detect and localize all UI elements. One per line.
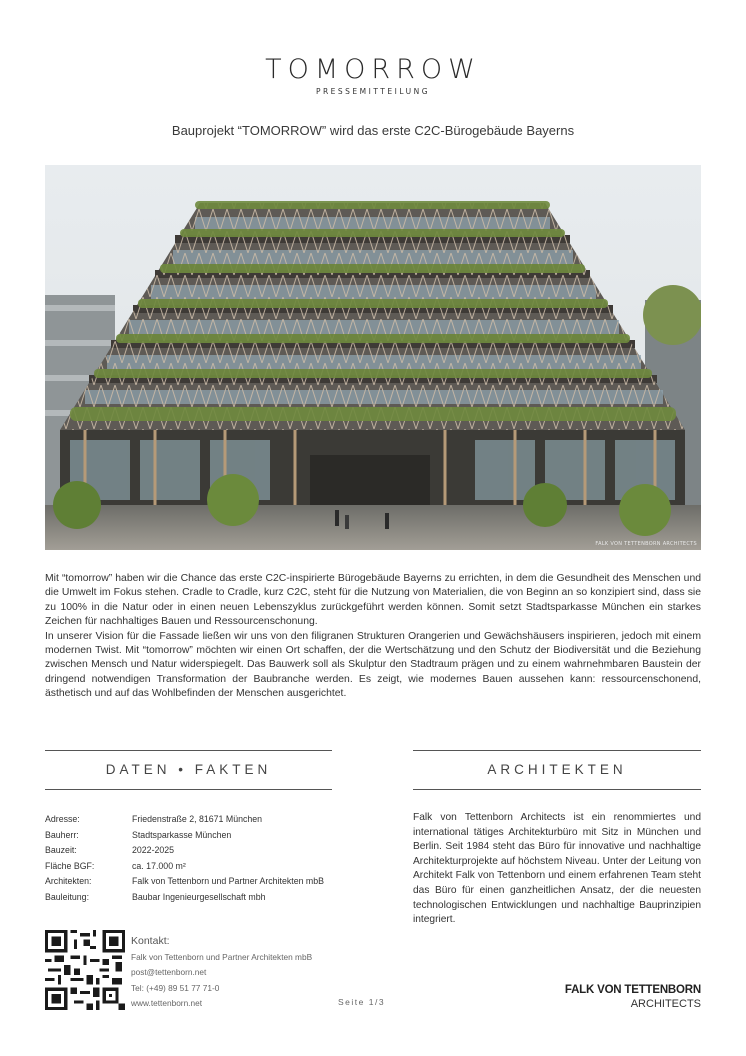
brand-tagline: ARCHITECTS (630, 998, 701, 1010)
logo-title: TOMORROW (265, 54, 481, 85)
divider (45, 789, 332, 790)
facts-table (45, 812, 324, 905)
contact-website[interactable]: www.tettenborn.net (131, 998, 203, 1009)
fact-key: Adresse: (45, 814, 80, 824)
fact-key: Bauherr: (45, 829, 79, 840)
fact-value: 2022-2025 (132, 845, 175, 855)
fact-key: Architekten: (45, 876, 92, 886)
fact-value: ca. 17.000 m² (132, 860, 186, 871)
fact-value: Falk von Tettenborn und Partner Architekten mbB (132, 876, 325, 886)
contact-company: Falk von Tettenborn und Partner Architekten mbB (131, 951, 313, 962)
fact-key: Bauzeit: (45, 845, 77, 855)
paragraph: In unserer Vision für die Fassade ließen wir uns von den filigranen Strukturen Orangerien und Gewächshäusers inspirieren, jedoch mit einem modernen Twist. Mit “tomorrow” möchten wir einen Ort schaffen, der die Wertschätzung und den Schutz der Biodiversität und die Beziehung zwischen Mensch und Natur widerspiegelt. Das Bauwerk soll als Skulptur den Stadtraum prägen und zu einem wahrnehmbaren Baustein der dringend notwendigen Transformation der Baubranche werden. Es zeigt, wie modernes Bauen aussehen kann: ressourcenschonend, ästhetisch und auf das Wohlbefinden der Menschen ausgerichtet. (45, 630, 701, 700)
fact-key: Fläche BGF: (45, 860, 95, 871)
fact-value: Friedenstraße 2, 81671 München (132, 814, 263, 824)
contact-block (131, 934, 312, 1012)
fact-value: Baubar Ingenieurgesellschaft mbh (132, 891, 266, 902)
facts-row (45, 890, 324, 906)
architects-text: Falk von Tettenborn Architects ist ein renommiertes und international tätiges Architekturbüro mit Sitz in München und Berlin. Seit 1984 steht das Büro für innovative und nachhaltige Architekturprojekte auf höchstem Niveau. Unter der Leitung von Architekt Falk von Tettenborn und einem erfahrenen Team steht das Büro für einen ganzheitlichen Ansatz, der die neuesten technologischen Entwicklungen und nachhaltige Bauprinzipien integriert. (413, 812, 701, 926)
divider (413, 789, 701, 790)
contact-email[interactable]: post@tettenborn.net (131, 967, 207, 978)
paragraph: Mit “tomorrow” haben wir die Chance das erste C2C-inspirierte Bürogebäude Bayerns zu errichten, in dem die Gesundheit des Menschen und die Umwelt im Fokus stehen. Cradle to Cradle, kurz C2C, steht für die Nutzung von Materialien, die von Beginn an so konzipiert sind, dass sie zu 100% in die Natur oder in einen neuen Lebenszyklus zurückgeführt werden können. Somit setzt Stadtsparkasse München ein starkes Zeichen für nachhaltiges Bauen und Ressourcenschonung. (45, 573, 701, 628)
facts-row (45, 828, 324, 844)
facts-row (45, 874, 324, 890)
page-number: Seite 1/3 (338, 997, 386, 1007)
facts-row (45, 843, 324, 859)
fact-value: Stadtsparkasse München (132, 829, 232, 840)
facts-row (45, 859, 324, 875)
architects-heading: ARCHITEKTEN (487, 762, 627, 777)
image-credit: FALK VON TETTENBORN ARCHITECTS (595, 541, 697, 547)
contact-phone[interactable]: Tel: (+49) 89 51 77 71-0 (131, 982, 220, 993)
logo-subtitle: PRESSEMITTEILUNG (315, 87, 431, 96)
headline: Bauprojekt “TOMORROW” wird das erste C2C-Bürogebäude Bayerns (171, 123, 575, 138)
qr-code[interactable] (45, 930, 125, 1010)
body-text (45, 572, 701, 702)
building-rendering (45, 165, 701, 550)
divider (45, 750, 332, 751)
facts-heading: DATEN • FAKTEN (105, 762, 272, 777)
brand-name: FALK VON TETTENBORN (564, 984, 701, 996)
divider (413, 750, 701, 751)
fact-key: Bauleitung: (45, 891, 90, 902)
contact-label: Kontakt: (131, 935, 170, 947)
facts-row (45, 812, 324, 828)
